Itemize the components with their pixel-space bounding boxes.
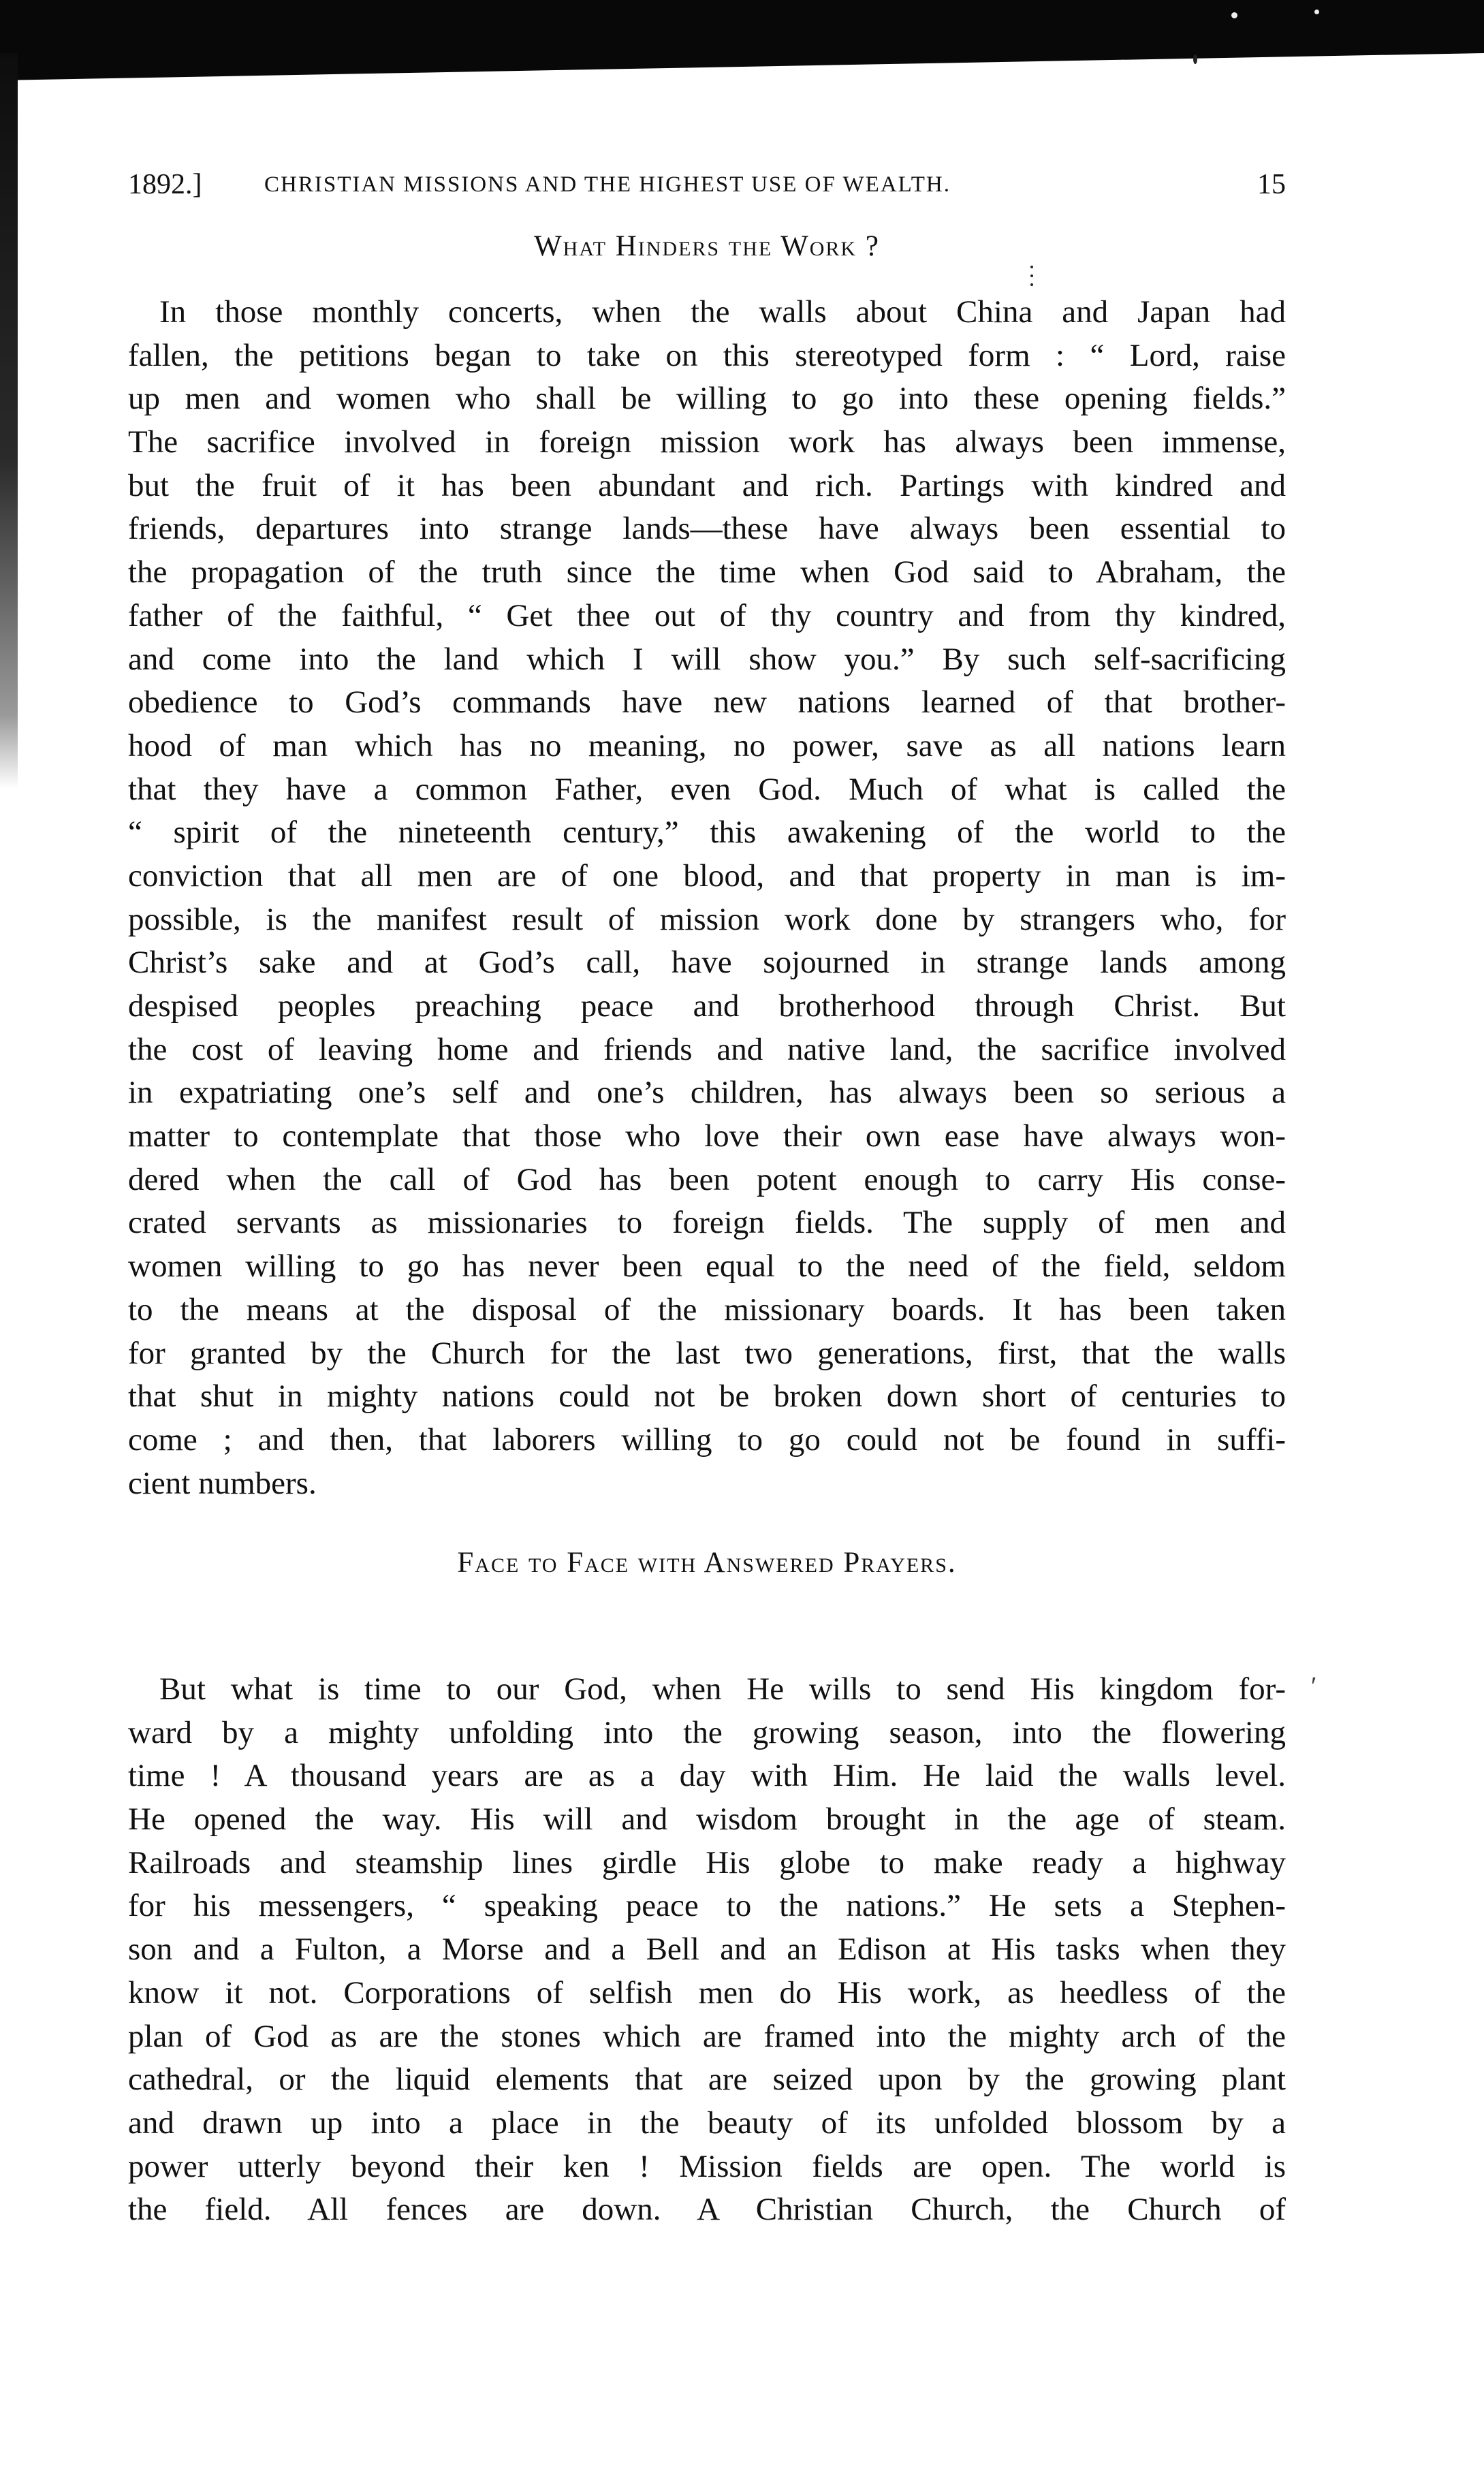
text-line: the cost of leaving home and friends and native land, the sacrifice involved	[128, 1031, 1286, 1067]
scan-speck	[1030, 266, 1033, 268]
scan-speck	[1030, 283, 1033, 286]
text-line: “ spirit of the nineteenth century,” this awakening of the world to the	[128, 815, 1286, 851]
text-line: Railroads and steamship lines girdle His globe to make ready a highway	[128, 1844, 1286, 1880]
text-line: and drawn up into a place in the beauty of its unfolded blossom by a	[128, 2105, 1286, 2141]
scan-speck	[1193, 54, 1197, 64]
section-heading-face-to-face: Face to Face with Answered Prayers.	[457, 1547, 957, 1579]
text-line: cient numbers.	[128, 1465, 317, 1501]
running-head	[128, 168, 1286, 209]
text-line: know it not. Corporations of selfish men do His work, as heedless of the	[128, 1974, 1286, 2011]
text-line: possible, is the manifest result of mission work done by strangers who, for	[128, 901, 1286, 937]
scan-border-top	[0, 0, 1484, 53]
text-line: power utterly beyond their ken ! Mission fields are open. The world is	[128, 2148, 1286, 2184]
text-line: for his messengers, “ speaking peace to the nations.” He sets a Stephen-	[128, 1888, 1286, 1924]
text-line: But what is time to our God, when He wills to send His kingdom for-	[159, 1671, 1286, 1707]
text-line: the field. All fences are down. A Christian Church, the Church of	[128, 2192, 1286, 2228]
text-line: He opened the way. His will and wisdom brought in the age of steam.	[128, 1801, 1286, 1838]
text-line: that they have a common Father, even God. Much of what is called the	[128, 771, 1286, 807]
text-line: father of the faithful, “ Get thee out of thy country and from thy kindred,	[128, 597, 1286, 633]
scan-speck	[1231, 12, 1237, 18]
text-line: conviction that all men are of one blood, and that property in man is im-	[128, 857, 1286, 894]
text-line: women willing to go has never been equal to the need of the field, seldom	[128, 1248, 1286, 1285]
text-line: In those monthly concerts, when the walls about China and Japan had	[159, 294, 1286, 330]
text-line: Christ’s sake and at God’s call, have sojourned in strange lands among	[128, 945, 1286, 981]
paragraph-what-hinders	[128, 291, 1286, 1505]
text-line: friends, departures into strange lands—these have always been essential to	[128, 511, 1286, 547]
text-line: time ! A thousand years are as a day with Him. He laid the walls level.	[128, 1758, 1286, 1794]
text-line: for granted by the Church for the last two generations, first, that the walls	[128, 1335, 1286, 1371]
stray-mark: ′	[1311, 1672, 1317, 1701]
text-line: but the fruit of it has been abundant and rich. Partings with kindred and	[128, 467, 1286, 503]
section-heading-what-hinders: What Hinders the Work ?	[534, 230, 880, 262]
running-head-year: 1892.]	[128, 169, 202, 200]
text-line: ward by a mighty unfolding into the growing season, into the flowering	[128, 1714, 1286, 1750]
text-line: cathedral, or the liquid elements that are seized upon by the growing plant	[128, 2062, 1286, 2098]
text-line: plan of God as are the stones which are framed into the mighty arch of the	[128, 2018, 1286, 2054]
text-line: despised peoples preaching peace and brotherhood through Christ. But	[128, 988, 1286, 1024]
page-number: 15	[1257, 169, 1286, 200]
text-line: the propagation of the truth since the time when God said to Abraham, the	[128, 554, 1286, 590]
scan-border-taper	[0, 53, 1484, 80]
text-line: The sacrifice involved in foreign mission work has always been immense,	[128, 424, 1286, 460]
text-line: to the means at the disposal of the missionary boards. It has been taken	[128, 1291, 1286, 1327]
running-head-title: CHRISTIAN MISSIONS AND THE HIGHEST USE OF WEALTH.	[264, 172, 951, 197]
paragraph-face-to-face	[128, 1668, 1286, 2232]
text-line: son and a Fulton, a Morse and a Bell and an Edison at His tasks when they	[128, 1932, 1286, 1968]
text-line: obedience to God’s commands have new nations learned of that brother-	[128, 684, 1286, 721]
text-line: that shut in mighty nations could not be broken down short of centuries to	[128, 1379, 1286, 1415]
text-line: crated servants as missionaries to foreign fields. The supply of men and	[128, 1205, 1286, 1241]
text-line: fallen, the petitions began to take on this stereotyped form : “ Lord, raise	[128, 337, 1286, 373]
text-line: come ; and then, that laborers willing to go could not be found in suffi-	[128, 1421, 1286, 1458]
scan-border-left	[0, 53, 18, 789]
text-line: matter to contemplate that those who love their own ease have always won-	[128, 1118, 1286, 1154]
text-line: up men and women who shall be willing to go into these opening fields.”	[128, 381, 1286, 417]
scan-speck	[1314, 10, 1319, 14]
text-line: hood of man which has no meaning, no power, save as all nations learn	[128, 727, 1286, 763]
text-line: dered when the call of God has been potent enough to carry His conse-	[128, 1161, 1286, 1197]
scan-speck	[1030, 274, 1033, 277]
text-line: in expatriating one’s self and one’s children, has always been so serious a	[128, 1075, 1286, 1111]
text-line: and come into the land which I will show you.” By such self-sacrificing	[128, 641, 1286, 677]
